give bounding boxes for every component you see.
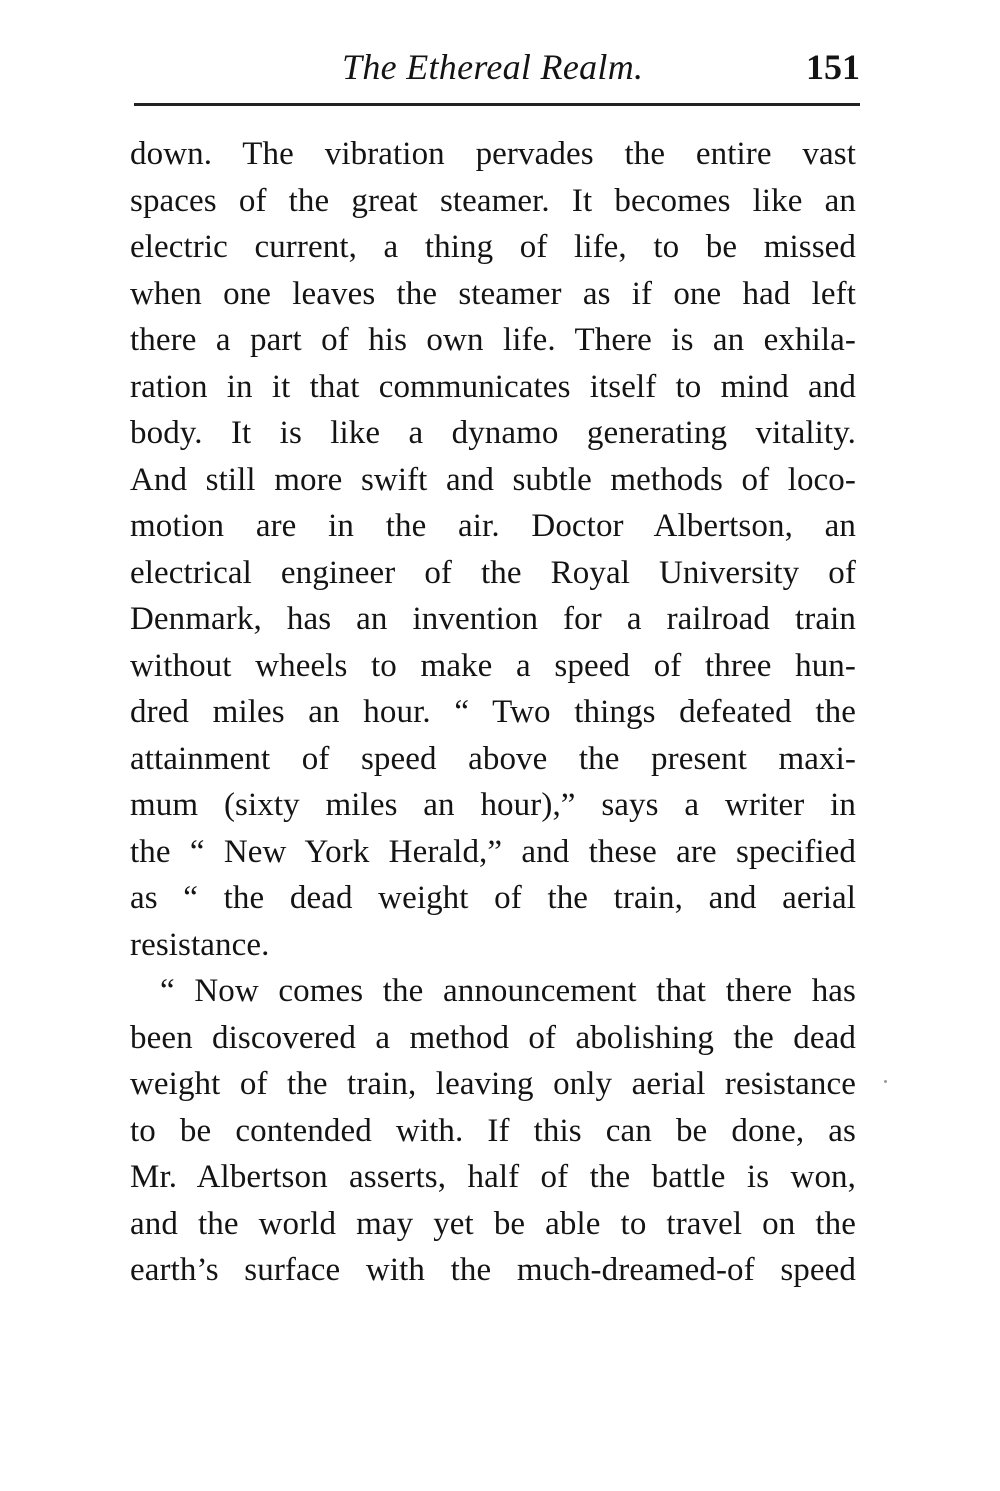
text-line: mum (sixty miles an hour),” says a writer in — [130, 787, 856, 823]
text-line: electric current, a thing of life, to be missed — [130, 229, 856, 265]
text-line: weight of the train, leaving only aerial resistance — [130, 1066, 856, 1102]
text-line: to be contended with. If this can be done, as — [130, 1112, 856, 1149]
text-line: body. It is like a dynamo generating vitality. — [130, 415, 856, 451]
text-line: and the world may yet be able to travel on the — [130, 1205, 856, 1242]
text-line: electrical engineer of the Royal University of — [130, 554, 856, 591]
text-line: earth’s surface with the much-dreamed-of speed — [130, 1252, 856, 1288]
text-line: as “ the dead weight of the train, and aerial — [130, 880, 856, 916]
text-line: And still more swift and subtle methods of loco- — [130, 461, 856, 498]
text-line: the “ New York Herald,” and these are specified — [130, 833, 856, 870]
margin-speck — [884, 1080, 887, 1083]
text-line: when one leaves the steamer as if one had left — [130, 275, 856, 312]
text-line: resistance. — [130, 926, 270, 963]
paragraph-1 — [130, 131, 856, 968]
text-line: attainment of speed above the present maxi- — [130, 740, 856, 777]
text-line: ration in it that communicates itself to mind and — [130, 368, 856, 405]
text-line: motion are in the air. Doctor Albertson, an — [130, 508, 856, 544]
text-line: down. The vibration pervades the entire vast — [130, 136, 856, 172]
text-line: without wheels to make a speed of three hun- — [130, 647, 856, 684]
page-number: 151 — [806, 47, 860, 87]
text-line: Mr. Albertson asserts, half of the battle is won, — [130, 1159, 856, 1195]
header-rule — [134, 103, 860, 106]
text-line: been discovered a method of abolishing the dead — [130, 1019, 856, 1056]
text-line: dred miles an hour. “ Two things defeated the — [130, 694, 856, 730]
body-text — [130, 131, 856, 1294]
paragraph-2 — [130, 968, 856, 1294]
text-line: “ Now comes the announcement that there has — [160, 973, 856, 1009]
text-line: Denmark, has an invention for a railroad train — [130, 601, 856, 637]
text-line: spaces of the great steamer. It becomes like an — [130, 182, 856, 219]
text-line: there a part of his own life. There is an exhila- — [130, 322, 856, 358]
running-title: The Ethereal Realm. — [342, 47, 644, 87]
page-header — [130, 44, 860, 94]
